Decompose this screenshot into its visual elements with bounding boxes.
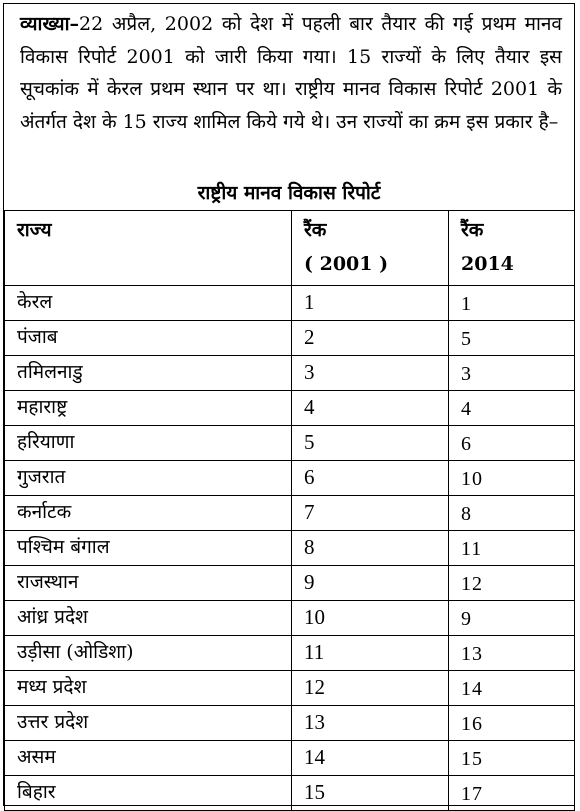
cell-rank-2014: 1 — [449, 286, 575, 321]
cell-rank-2001: 11 — [292, 636, 449, 671]
cell-rank-2014: 15 — [449, 741, 575, 776]
header-rank-2001: रैंक ( 2001 ) — [292, 211, 449, 286]
cell-rank-2014: 10 — [449, 461, 575, 496]
header-state: राज्य — [5, 211, 292, 286]
cell-rank-2014: 14 — [449, 671, 575, 706]
cell-rank-2001: 1 — [292, 286, 449, 321]
cell-rank-2014: 6 — [449, 426, 575, 461]
cell-state: राजस्थान — [5, 566, 292, 601]
table-row — [5, 601, 575, 636]
cell-state: बिहार — [5, 776, 292, 811]
table-row — [5, 671, 575, 706]
table-row — [5, 461, 575, 496]
cell-rank-2001: 9 — [292, 566, 449, 601]
table-row — [5, 776, 575, 811]
table-row — [5, 391, 575, 426]
document-frame — [3, 3, 575, 806]
table-row — [5, 636, 575, 671]
cell-state: उड़ीसा (ओडिशा) — [5, 636, 292, 671]
table-row — [5, 321, 575, 356]
cell-rank-2014: 13 — [449, 636, 575, 671]
cell-rank-2014: 12 — [449, 566, 575, 601]
cell-rank-2001: 10 — [292, 601, 449, 636]
cell-rank-2014: 5 — [449, 321, 575, 356]
explanation-text: 22 अप्रैल, 2002 को देश में पहली बार तैयार की गई प्रथम मानव विकास रिपोर्ट 2001 को जारी किया गया। 15 राज्यों के लिए तैयार इस सूचकांक में केरल प्रथम स्थान पर था। राष्ट्रीय मानव विकास रिपोर्ट 2001 के अंतर्गत देश के 15 राज्य शामिल किये गये थे। उन राज्यों का क्रम इस प्रकार है– — [20, 13, 562, 133]
cell-rank-2001: 2 — [292, 321, 449, 356]
cell-rank-2001: 4 — [292, 391, 449, 426]
table-row — [5, 566, 575, 601]
table-row — [5, 531, 575, 566]
table-caption: राष्ट्रीय मानव विकास रिपोर्ट — [197, 182, 381, 204]
cell-rank-2014: 11 — [449, 531, 575, 566]
cell-rank-2014: 8 — [449, 496, 575, 531]
cell-rank-2014: 16 — [449, 706, 575, 741]
cell-rank-2014: 17 — [449, 776, 575, 811]
cell-state: पंजाब — [5, 321, 292, 356]
explanation-lead: व्याख्या– — [20, 13, 79, 35]
cell-state: उत्तर प्रदेश — [5, 706, 292, 741]
cell-rank-2014: 4 — [449, 391, 575, 426]
cell-rank-2001: 12 — [292, 671, 449, 706]
cell-rank-2001: 15 — [292, 776, 449, 811]
cell-rank-2001: 3 — [292, 356, 449, 391]
table-header-row — [5, 211, 575, 286]
cell-state: आंध्र प्रदेश — [5, 601, 292, 636]
table-row — [5, 706, 575, 741]
hdi-ranking-table — [4, 210, 575, 811]
cell-state: कर्नाटक — [5, 496, 292, 531]
cell-rank-2001: 5 — [292, 426, 449, 461]
cell-rank-2001: 7 — [292, 496, 449, 531]
table-row — [5, 741, 575, 776]
explanation-paragraph — [4, 4, 574, 180]
cell-rank-2001: 6 — [292, 461, 449, 496]
table-row — [5, 496, 575, 531]
cell-rank-2001: 8 — [292, 531, 449, 566]
cell-rank-2014: 3 — [449, 356, 575, 391]
cell-state: पश्चिम बंगाल — [5, 531, 292, 566]
cell-state: तमिलनाडु — [5, 356, 292, 391]
cell-rank-2001: 13 — [292, 706, 449, 741]
table-row — [5, 286, 575, 321]
table-row — [5, 426, 575, 461]
cell-state: केरल — [5, 286, 292, 321]
cell-state: मध्य प्रदेश — [5, 671, 292, 706]
cell-state: असम — [5, 741, 292, 776]
cell-rank-2001: 14 — [292, 741, 449, 776]
cell-state: हरियाणा — [5, 426, 292, 461]
header-rank-2014: रैंक 2014 — [449, 211, 575, 286]
cell-rank-2014: 9 — [449, 601, 575, 636]
cell-state: गुजरात — [5, 461, 292, 496]
cell-state: महाराष्ट्र — [5, 391, 292, 426]
table-row — [5, 356, 575, 391]
